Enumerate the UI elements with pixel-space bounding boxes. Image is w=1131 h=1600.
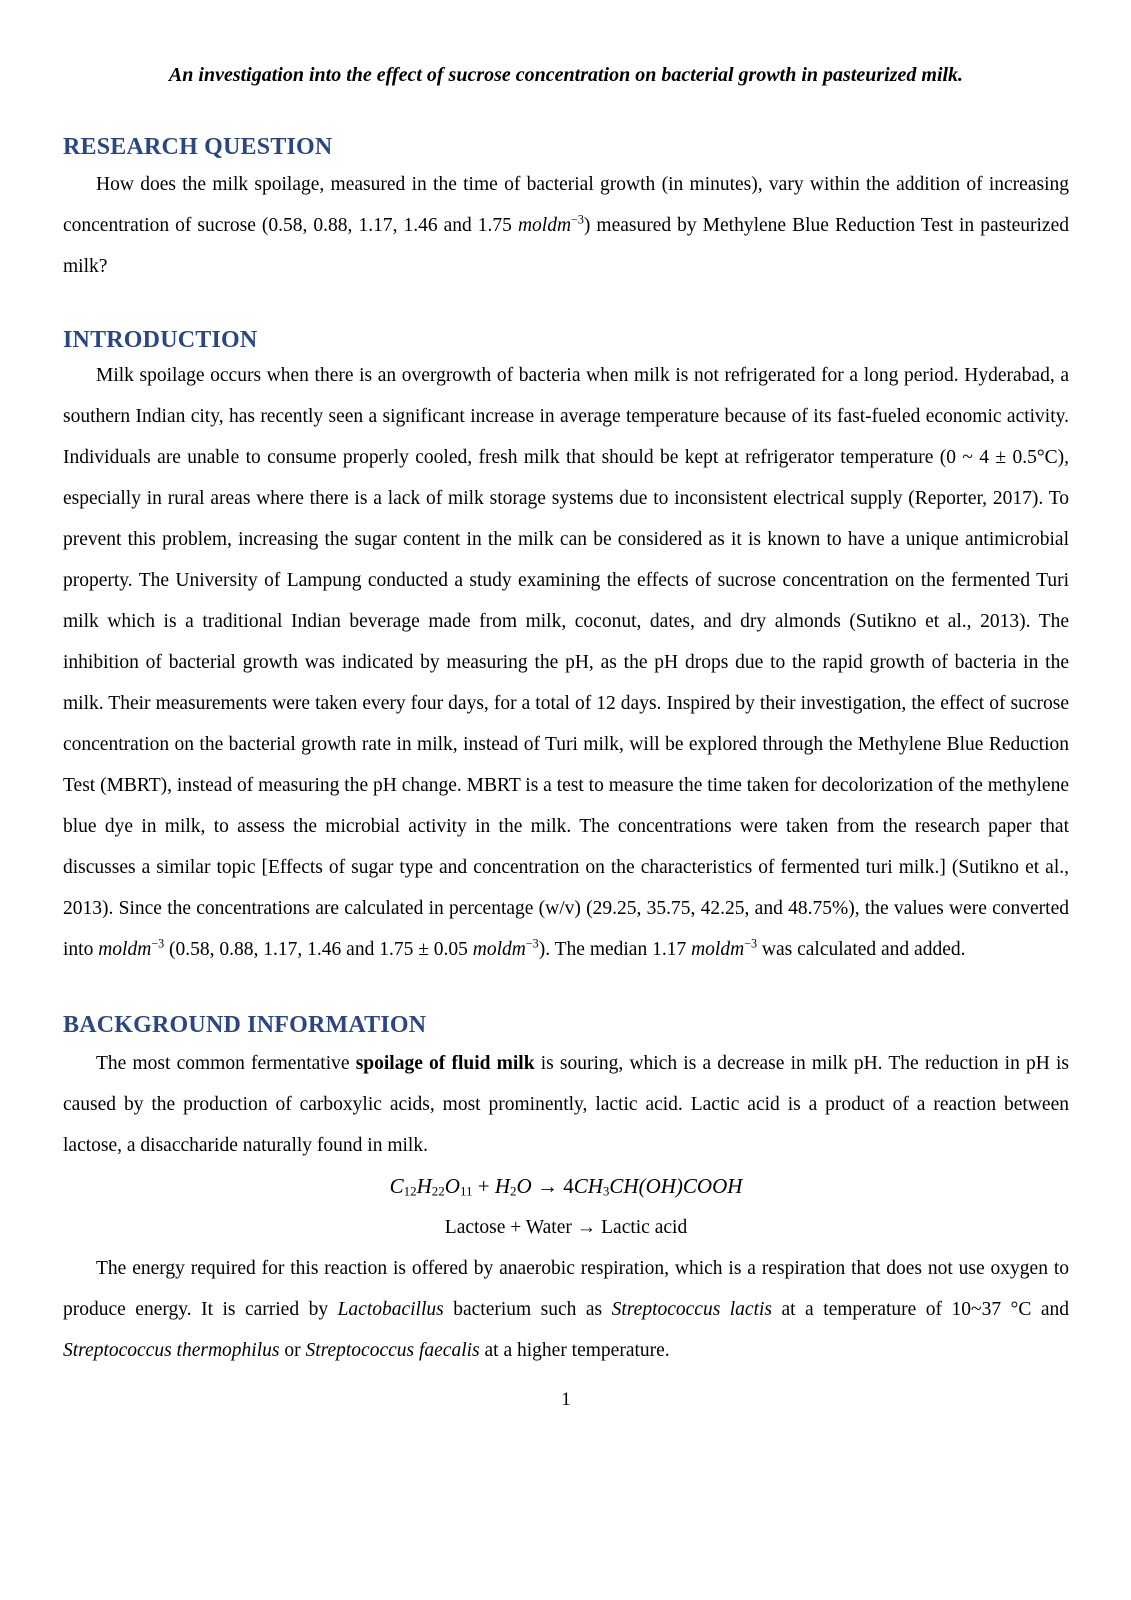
heading-research-question: RESEARCH QUESTION <box>63 134 333 160</box>
chemical-equation: $C_{12}H_{22}O_{11} + H_2O$ → $4CH_3CH(OH)COOH$ <box>389 1174 743 1199</box>
paragraph-background-2: The energy required for this reaction is offered by anaerobic respiration, which is a respiration that does not use oxygen to produce energy. It is carried by Lactobacillus bacterium such as Streptococcus lactis at a temperature of 10~37 °C and Streptococcus thermophilus or Streptococcus faecalis at a higher temperature. <box>63 1258 1069 1361</box>
page-number: 1 <box>561 1389 571 1410</box>
paragraph-research-question: How does the milk spoilage, measured in the time of bacterial growth (in minutes), vary within the addition of increasing concentration of sucrose (0.58, 0.88, 1.17, 1.46 and 1.75 moldm$^{-3}$) measured by Methylene Blue Reduction Test in pasteurized milk? <box>63 174 1069 277</box>
paragraph-introduction: Milk spoilage occurs when there is an overgrowth of bacteria when milk is not refrigerated for a long period. Hyderabad, a southern Indian city, has recently seen a significant increase in average temperature because of its fast-fueled economic activity. Individuals are unable to consume properly cooled, fresh milk that should be kept at refrigerator temperature (0 ~ 4 ± 0.5°C), especially in rural areas where there is a lack of milk storage systems due to inconsistent electrical supply (Reporter, 2017). To prevent this problem, increasing the sugar content in the milk can be considered as it is known to have a unique antimicrobial property. The University of Lampung conducted a study examining the effects of sucrose concentration on the fermented Turi milk which is a traditional Indian beverage made from milk, coconut, dates, and dry almonds (Sutikno et al., 2013). The inhibition of bacterial growth was indicated by measuring the pH, as the pH drops due to the rapid growth of bacteria in the milk. Their measurements were taken every four days, for a total of 12 days. Inspired by their investigation, the effect of sucrose concentration on the bacterial growth rate in milk, instead of Turi milk, will be explored through the Methylene Blue Reduction Test (MBRT), instead of measuring the pH change. MBRT is a test to measure the time taken for decolorization of the methylene blue dye in milk, to assess the microbial activity in the milk. The concentrations were taken from the research paper that discusses a similar topic [Effects of sugar type and concentration on the characteristics of fermented turi milk.] (Sutikno et al., 2013). Since the concentrations are calculated in percentage (w/v) (29.25, 35.75, 42.25, and 48.75%), the values were converted into moldm$^{-3}$ (0.58, 0.88, 1.17, 1.46 and 1.75 ± 0.05 moldm$^{-3}$). The median 1.17 moldm$^{-3}$ was calculated and added. <box>63 365 1069 960</box>
heading-introduction: INTRODUCTION <box>63 327 258 353</box>
equation-word-form: Lactose + Water → Lactic acid <box>444 1217 688 1238</box>
paragraph-background-1: The most common fermentative spoilage of fluid milk is souring, which is a decrease in milk pH. The reduction in pH is caused by the production of carboxylic acids, most prominently, lactic acid. Lactic acid is a product of a reaction between lactose, a disaccharide naturally found in milk. <box>63 1053 1069 1156</box>
heading-background-information: BACKGROUND INFORMATION <box>63 1012 427 1038</box>
document-title: An investigation into the effect of sucrose concentration on bacterial growth in pasteurized milk. <box>168 64 964 86</box>
